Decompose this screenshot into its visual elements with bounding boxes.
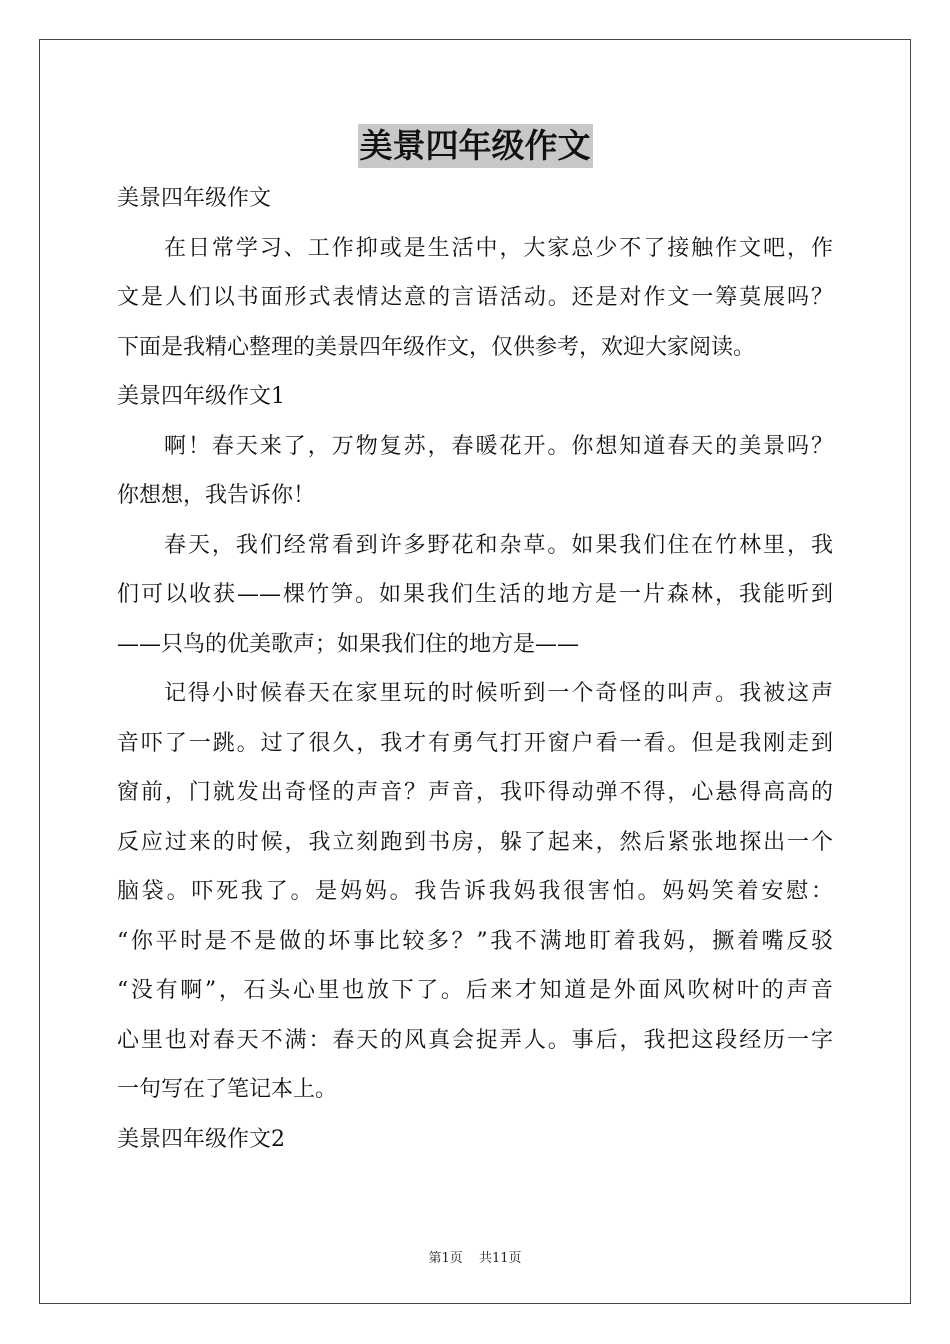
text-line: 音吓了一跳。过了很久，我才有勇气打开窗户看一看。但是我刚走到 — [117, 730, 833, 756]
text-line: 一句写在了笔记本上。 — [117, 1077, 338, 1102]
text-line: 下面是我精心整理的美景四年级作文，仅供参考，欢迎大家阅读。 — [117, 334, 756, 360]
text-line: 脑袋。吓死我了。是妈妈。我告诉我妈我很害怕。妈妈笑着安慰： — [117, 879, 833, 904]
text-line: “你平时是不是做的坏事比较多？”我不满地盯着我妈，撅着嘴反驳 — [117, 928, 833, 954]
text-line: ——只鸟的优美歌声；如果我们住的地方是—— — [117, 631, 580, 657]
text-line: 春天，我们经常看到许多野花和杂草。如果我们住在竹林里，我 — [164, 532, 833, 558]
section-heading: 美景四年级作文 — [117, 186, 272, 211]
text-line: 记得小时候春天在家里玩的时候听到一个奇怪的叫声。我被这声 — [164, 681, 833, 706]
document-body — [117, 174, 833, 1164]
section-heading: 美景四年级作文1 — [117, 384, 285, 409]
text-line: 心里也对春天不满：春天的风真会捉弄人。事后，我把这段经历一字 — [117, 1027, 833, 1053]
section-heading: 美景四年级作文2 — [117, 1126, 285, 1152]
page-number: 第1页 — [428, 1251, 463, 1266]
page-footer — [0, 1247, 950, 1266]
document-title: 美景四年级作文 — [358, 124, 593, 168]
text-line: 啊！春天来了，万物复苏，春暖花开。你想知道春天的美景吗？ — [164, 433, 833, 459]
text-line: 反应过来的时候，我立刻跑到书房，躲了起来，然后紧张地探出一个 — [117, 829, 833, 855]
text-line: 们可以收获——棵竹笋。如果我们生活的地方是一片森林，我能听到 — [117, 582, 833, 607]
text-line: 在日常学习、工作抑或是生活中，大家总少不了接触作文吧，作 — [164, 235, 833, 261]
title-wrap — [0, 124, 950, 168]
text-line: “没有啊”，石头心里也放下了。后来才知道是外面风吹树叶的声音 — [117, 978, 833, 1003]
text-line: 窗前，门就发出奇怪的声音？声音，我吓得动弹不得，心悬得高高的 — [117, 780, 833, 805]
text-line: 文是人们以书面形式表情达意的言语活动。还是对作文一筹莫展吗？ — [117, 285, 833, 310]
page-total: 共11页 — [478, 1251, 522, 1266]
text-line: 你想想，我告诉你！ — [117, 483, 316, 508]
